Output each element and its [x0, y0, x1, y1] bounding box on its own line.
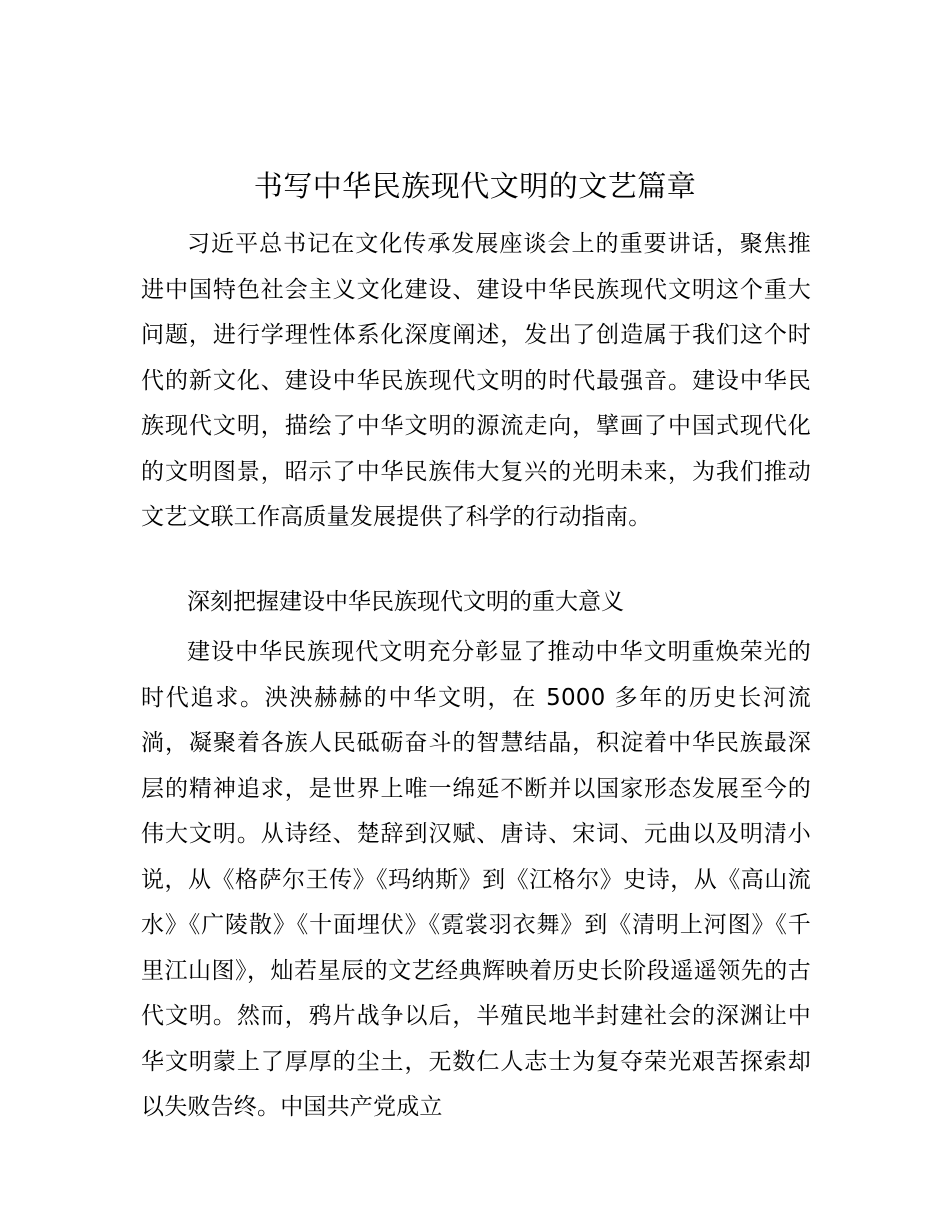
intro-paragraph: 习近平总书记在文化传承发展座谈会上的重要讲话，聚焦推进中国特色社会主义文化建设、建设中华民族现代文明这个重大问题，进行学理性体系化深度阐述，发出了创造属于我们这个时代的新文化、建设中华民族现代文明的时代最强音。建设中华民族现代文明，描绘了中华文明的源流走向，擘画了中国式现代化的文明图景，昭示了中华民族伟大复兴的光明未来，为我们推动文艺文联工作高质量发展提供了科学的行动指南。 — [141, 231, 811, 530]
section-heading: 深刻把握建设中华民族现代文明的重大意义 — [187, 589, 624, 615]
section-paragraph: 建设中华民族现代文明充分彰显了推动中华文明重焕荣光的时代追求。泱泱赫赫的中华文明，在 5000 多年的历史长河流淌，凝聚着各族人民砥砺奋斗的智慧结晶，积淀着中华民族最深层的精神追求，是世界上唯一绵延不断并以国家形态发展至今的伟大文明。从诗经、楚辞到汉赋、唐诗、宋词、元曲以及明清小说，从《格萨尔王传》《玛纳斯》到《江格尔》史诗，从《高山流水》《广陵散》《十面埋伏》《霓裳羽衣舞》到《清明上河图》《千里江山图》，灿若星辰的文艺经典辉映着历史长阶段遥遥领先的古代文明。然而，鸦片战争以后，半殖民地半封建社会的深渊让中华文明蒙上了厚厚的尘土，无数仁人志士为复夺荣光艰苦探索却以失败告终。中国共产党成立 — [141, 639, 811, 1120]
document-title: 书写中华民族现代文明的文艺篇章 — [253, 169, 697, 203]
